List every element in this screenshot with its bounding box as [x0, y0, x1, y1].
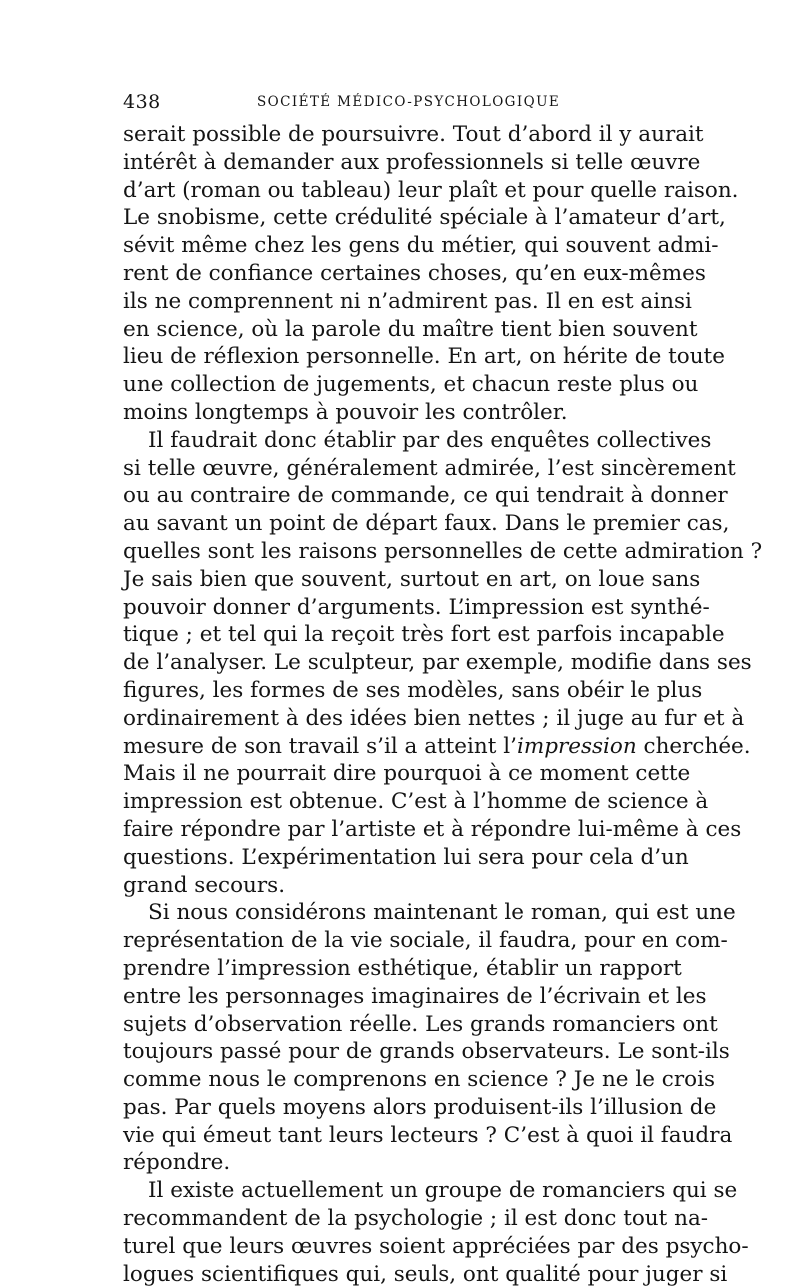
body-text	[123, 121, 763, 1288]
paragraph	[123, 1177, 749, 1288]
text-line: lieu de réflexion personnelle. En art, on hérite de toute	[123, 344, 725, 370]
text-line: Je sais bien que souvent, surtout en art, on loue sans	[123, 566, 701, 592]
text-line: impression est obtenue. C’est à l’homme de science à	[123, 789, 709, 815]
text-line: tique ; et tel qui la reçoit très fort est parfois incapable	[123, 622, 725, 648]
text-line: pas. Par quels moyens alors produisent-ils l’illusion de	[123, 1094, 717, 1120]
page-number: 438	[123, 91, 161, 113]
text-line: Si nous considérons maintenant le roman, qui est une	[148, 900, 736, 926]
text-line: représentation de la vie sociale, il faudra, pour en com-	[123, 928, 728, 954]
text-line: grand secours.	[123, 872, 286, 898]
text-line: Il existe actuellement un groupe de romanciers qui se	[148, 1178, 738, 1204]
text-line: sujets d’observation réelle. Les grands romanciers ont	[123, 1011, 718, 1037]
text-line: ordinairement à des idées bien nettes ; il juge au fur et à	[123, 705, 745, 731]
text-line: Il faudrait donc établir par des enquêtes collectives	[148, 427, 712, 453]
text-line: une collection de jugements, et chacun reste plus ou	[123, 372, 699, 398]
text-line: rent de confiance certaines choses, qu’en eux-mêmes	[123, 260, 706, 286]
text-line: turel que leurs œuvres soient appréciées par des psycho-	[123, 1233, 749, 1259]
text-line: Mais il ne pourrait dire pourquoi à ce moment cette	[123, 761, 691, 787]
text-line: ils ne comprennent ni n’admirent pas. Il en est ainsi	[123, 288, 692, 314]
text-line: sévit même chez les gens du métier, qui souvent admi-	[123, 233, 719, 259]
text-line: d’art (roman ou tableau) leur plaît et pour quelle raison.	[123, 177, 739, 203]
text-segment: cherchée.	[636, 733, 751, 759]
paragraph	[123, 121, 739, 427]
text-line: Le snobisme, cette crédulité spéciale à l’amateur d’art,	[123, 205, 726, 231]
text-line: au savant un point de départ faux. Dans le premier cas,	[123, 511, 730, 537]
paragraph	[123, 899, 736, 1177]
text-line: pouvoir donner d’arguments. L’impression est synthé-	[123, 594, 710, 620]
text-line: moins longtemps à pouvoir les contrôler.	[123, 399, 568, 425]
text-line: répondre.	[123, 1150, 231, 1176]
text-line: logues scientifiques qui, seuls, ont qualité pour juger si	[123, 1261, 728, 1287]
text-line: figures, les formes de ses modèles, sans obéir le plus	[123, 677, 703, 703]
text-line: faire répondre par l’artiste et à répondre lui-même à ces	[123, 816, 742, 842]
text-line: ou au contraire de commande, ce qui tendrait à donner	[123, 483, 728, 509]
text-line: de l’analyser. Le sculpteur, par exemple, modifie dans ses	[123, 650, 752, 676]
text-line: prendre l’impression esthétique, établir un rapport	[123, 955, 682, 981]
text-line	[123, 733, 751, 761]
text-line: questions. L’expérimentation lui sera pour cela d’un	[123, 844, 689, 870]
text-line: en science, où la parole du maître tient bien souvent	[123, 316, 698, 342]
italic-word: impression	[516, 733, 637, 759]
running-head	[123, 91, 678, 115]
text-line: comme nous le comprenons en science ? Je ne le crois	[123, 1067, 715, 1093]
text-line: si telle œuvre, généralement admirée, l’est sincèrement	[123, 455, 736, 481]
text-line: entre les personnages imaginaires de l’écrivain et les	[123, 983, 707, 1009]
text-line: intérêt à demander aux professionnels si telle œuvre	[123, 149, 701, 175]
running-title: SOCIÉTÉ MÉDICO-PSYCHOLOGIQUE	[257, 94, 561, 110]
paragraph	[123, 427, 763, 900]
text-line: serait possible de poursuivre. Tout d’abord il y aurait	[123, 122, 704, 147]
text-line: quelles sont les raisons personnelles de cette admiration ?	[123, 538, 763, 564]
text-segment: mesure de son travail s’il a atteint l’	[123, 733, 517, 759]
text-line: recommandent de la psychologie ; il est donc tout na-	[123, 1206, 709, 1232]
text-line: vie qui émeut tant leurs lecteurs ? C’est à quoi il faudra	[123, 1122, 733, 1148]
text-line: toujours passé pour de grands observateurs. Le sont-ils	[123, 1039, 730, 1065]
